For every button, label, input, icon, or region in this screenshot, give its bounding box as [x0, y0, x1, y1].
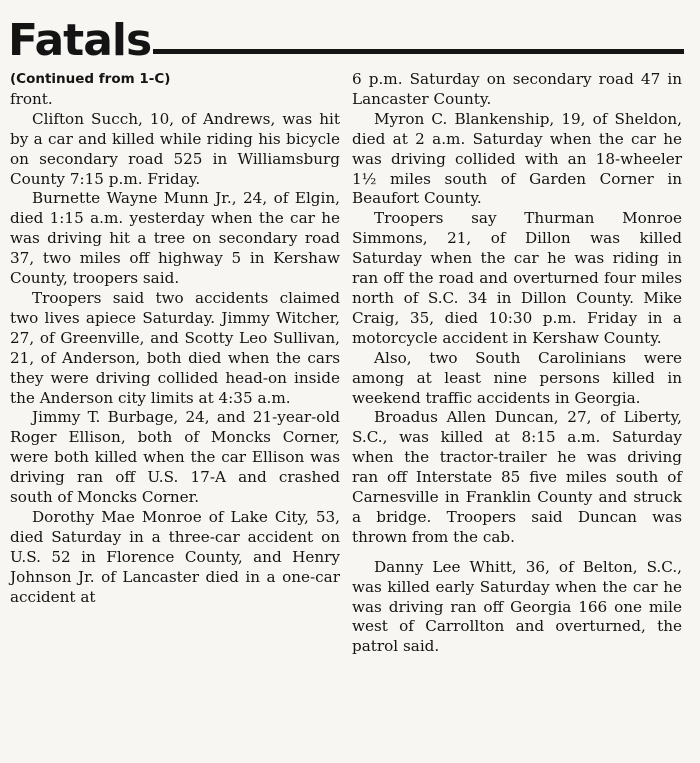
paragraph: Dorothy Mae Monroe of Lake City, 53, died Saturday in a three-car accident on U.S. 52 in Florence County, and Henry Johnson Jr. of Lancaster died in a one-car accident at	[10, 507, 340, 606]
continued-line: (Continued from 1-C)	[10, 71, 171, 87]
article-body	[10, 70, 682, 657]
paragraph: Clifton Succh, 10, of Andrews, was hit by a car and killed while riding his bicycle on secondary road 525 in Williamsburg County 7:15 p.m. Friday.	[10, 109, 340, 188]
paragraph: 6 p.m. Saturday on secondary road 47 in Lancaster County.	[352, 70, 682, 108]
left-column	[10, 70, 340, 657]
paragraph: Broadus Allen Duncan, 27, of Liberty, S.C., was killed at 8:15 a.m. Saturday when the tractor-trailer he was driving ran off Interstate 85 five miles south of Carnesville in Franklin County and struck a bridge. Troopers said Duncan was thrown from the cab.	[352, 408, 682, 546]
paragraph: Myron C. Blankenship, 19, of Sheldon, died at 2 a.m. Saturday when the car he was driving collided with an 18-wheeler 1½ miles south of Garden Corner in Beaufort County.	[352, 109, 682, 208]
paragraph: Burnette Wayne Munn Jr., 24, of Elgin, died 1:15 a.m. yesterday when the car he was driving hit a tree on secondary road 37, two miles off highway 5 in Kershaw County, troopers said.	[10, 189, 340, 288]
paragraph: front.	[10, 89, 53, 108]
paragraph: Troopers said two accidents claimed two lives apiece Saturday. Jimmy Witcher, 27, of Greenville, and Scotty Leo Sullivan, 21, of Anderson, both died when the cars they were driving collided head-on inside the Anderson city limits at 4:35 a.m.	[10, 288, 340, 407]
right-column	[352, 70, 682, 657]
paragraph: Troopers say Thurman Monroe Simmons, 21, of Dillon was killed Saturday when the car he was riding in ran off the road and overturned four miles north of S.C. 34 in Dillon County. Mike Craig, 35, died 10:30 p.m. Friday in a motorcycle accident in Kershaw County.	[352, 209, 682, 347]
paragraph: Jimmy T. Burbage, 24, and 21-year-old Roger Ellison, both of Moncks Corner, were both killed when the car Ellison was driving ran off U.S. 17-A and crashed south of Moncks Corner.	[10, 408, 340, 507]
paragraph: Also, two South Carolinians were among at least nine persons killed in weekend traffic accidents in Georgia.	[352, 348, 682, 407]
headline-rule	[153, 49, 684, 54]
headline-row	[8, 8, 684, 66]
paragraph: Danny Lee Whitt, 36, of Belton, S.C., was killed early Saturday when the car he was driving ran off Georgia 166 one mile west of Carrollton and overturned, the patrol said.	[352, 557, 682, 656]
headline: Fatals	[8, 15, 152, 66]
